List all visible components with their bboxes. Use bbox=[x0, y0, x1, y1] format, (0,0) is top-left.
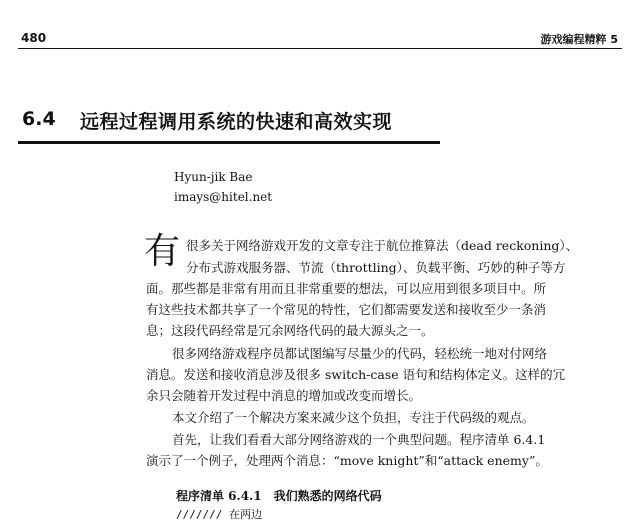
body-line: 首先，让我们看看大部分网络游戏的一个典型问题。程序清单 6.4.1 bbox=[172, 432, 546, 447]
body-line: 面。那些都是非常有用而且非常重要的想法，可以应用到很多项目中。所 bbox=[146, 281, 547, 296]
listing-caption: 程序清单 6.4.1 我们熟悉的网络代码 bbox=[176, 489, 382, 503]
page-number: 480 bbox=[21, 31, 47, 45]
body-line: 余只会随着开发过程中消息的增加或改变而增长。 bbox=[146, 388, 422, 403]
author-email: imays@hitel.net bbox=[174, 190, 273, 204]
body-line: 有这些技术都共享了一个常见的特性，它们都需要发送和接收至少一条消 bbox=[146, 302, 547, 317]
header-rule bbox=[18, 48, 622, 49]
code-line: /////// 在两边 bbox=[176, 508, 262, 521]
body-line: 消息。发送和接收消息涉及很多 switch-case 语句和结构体定义。这样的冗 bbox=[146, 367, 566, 382]
section-number: 6.4 bbox=[22, 108, 56, 130]
body-line: 本文介绍了一个解决方案来减少这个负担，专注于代码级的观点。 bbox=[172, 410, 535, 425]
running-title: 游戏编程精粹 5 bbox=[540, 33, 618, 46]
body-line: 分布式游戏服务器、节流（throttling）、负载平衡、巧妙的种子等方 bbox=[186, 260, 566, 275]
author-name: Hyun-jik Bae bbox=[174, 170, 253, 184]
section-title: 远程过程调用系统的快速和高效实现 bbox=[80, 111, 393, 133]
body-line: 很多关于网络游戏开发的文章专注于航位推算法（dead reckoning）、 bbox=[186, 238, 579, 253]
body-line: 演示了一个例子，处理两个消息：“move knight”和“attack enemy”。 bbox=[146, 453, 548, 468]
body-line: 息；这段代码经常是冗余网络代码的最大源头之一。 bbox=[146, 323, 434, 338]
body-line: 很多网络游戏程序员都试图编写尽量少的代码，轻松统一地对付网络 bbox=[172, 346, 548, 361]
section-rule bbox=[18, 141, 440, 144]
drop-cap: 有 bbox=[144, 231, 181, 272]
